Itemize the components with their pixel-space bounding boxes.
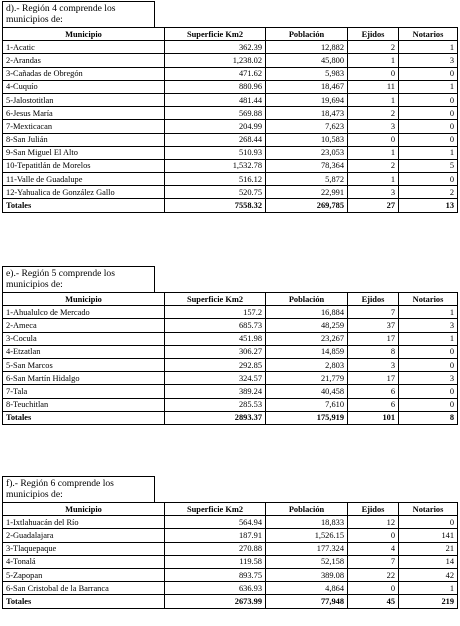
value-cell: 0 xyxy=(399,385,458,398)
municipio-cell: 9-San Miguel El Alto xyxy=(3,146,165,159)
table-row xyxy=(3,159,458,172)
table-row xyxy=(3,173,458,186)
municipio-cell: 3-Cañadas de Obregón xyxy=(3,67,165,80)
value-cell: 3 xyxy=(348,120,399,133)
municipio-cell: 3-Tlaquepaque xyxy=(3,542,165,555)
value-cell: 0 xyxy=(348,133,399,146)
total-cell: 77,948 xyxy=(266,595,348,608)
municipio-cell: 4-Etzatlan xyxy=(3,345,165,358)
totals-label: Totales xyxy=(3,595,165,608)
municipio-cell: 11-Valle de Guadalupe xyxy=(3,173,165,186)
table-row xyxy=(3,133,458,146)
totals-row xyxy=(3,411,458,424)
column-header: Superficie Km2 xyxy=(165,28,266,41)
section-region-5 xyxy=(2,266,457,425)
value-cell: 1 xyxy=(399,306,458,319)
value-cell: 324.57 xyxy=(165,372,266,385)
value-cell: 2 xyxy=(348,107,399,120)
region-table xyxy=(2,502,458,609)
value-cell: 177.324 xyxy=(266,542,348,555)
totals-row xyxy=(3,595,458,608)
value-cell: 0 xyxy=(348,582,399,595)
value-cell: 18,467 xyxy=(266,80,348,93)
value-cell: 3 xyxy=(348,358,399,371)
value-cell: 3 xyxy=(399,54,458,67)
value-cell: 2 xyxy=(348,159,399,172)
total-cell: 101 xyxy=(348,411,399,424)
municipio-cell: 2-Arandas xyxy=(3,54,165,67)
value-cell: 292.85 xyxy=(165,358,266,371)
value-cell: 510.93 xyxy=(165,146,266,159)
table-row xyxy=(3,516,458,529)
value-cell: 0 xyxy=(399,398,458,411)
table-row xyxy=(3,107,458,120)
municipio-cell: 8-Teuchitlan xyxy=(3,398,165,411)
column-header: Notarios xyxy=(399,503,458,516)
column-header: Ejidos xyxy=(348,293,399,306)
table-row xyxy=(3,146,458,159)
value-cell: 42 xyxy=(399,568,458,581)
table-row xyxy=(3,555,458,568)
table-row xyxy=(3,41,458,54)
value-cell: 306.27 xyxy=(165,345,266,358)
total-cell: 219 xyxy=(399,595,458,608)
municipio-cell: 1-Ixtlahuacán del Río xyxy=(3,516,165,529)
value-cell: 19,694 xyxy=(266,93,348,106)
table-row xyxy=(3,319,458,332)
value-cell: 40,458 xyxy=(266,385,348,398)
table-row xyxy=(3,358,458,371)
value-cell: 1 xyxy=(399,582,458,595)
value-cell: 6 xyxy=(348,398,399,411)
value-cell: 636.93 xyxy=(165,582,266,595)
municipio-cell: 7-Mexticacan xyxy=(3,120,165,133)
value-cell: 23,053 xyxy=(266,146,348,159)
value-cell: 5,983 xyxy=(266,67,348,80)
table-row xyxy=(3,120,458,133)
table-row xyxy=(3,54,458,67)
value-cell: 7 xyxy=(348,306,399,319)
column-header: Notarios xyxy=(399,293,458,306)
column-header: Población xyxy=(266,28,348,41)
value-cell: 1 xyxy=(399,41,458,54)
total-cell: 13 xyxy=(399,199,458,212)
value-cell: 17 xyxy=(348,372,399,385)
column-header: Superficie Km2 xyxy=(165,293,266,306)
value-cell: 4 xyxy=(348,542,399,555)
column-header: Superficie Km2 xyxy=(165,503,266,516)
value-cell: 0 xyxy=(399,358,458,371)
table-row xyxy=(3,80,458,93)
value-cell: 45,800 xyxy=(266,54,348,67)
value-cell: 451.98 xyxy=(165,332,266,345)
table-row xyxy=(3,93,458,106)
value-cell: 389.08 xyxy=(266,568,348,581)
table-row xyxy=(3,372,458,385)
column-header: Población xyxy=(266,293,348,306)
total-cell: 8 xyxy=(399,411,458,424)
section-title: f).- Región 6 comprende los municipios de: xyxy=(2,476,155,502)
value-cell: 3 xyxy=(399,319,458,332)
total-cell: 45 xyxy=(348,595,399,608)
column-header: Ejidos xyxy=(348,503,399,516)
column-header: Municipio xyxy=(3,503,165,516)
section-title: d).- Región 4 comprende los municipios de: xyxy=(2,1,155,27)
value-cell: 14,859 xyxy=(266,345,348,358)
value-cell: 2 xyxy=(399,186,458,199)
value-cell: 1 xyxy=(348,93,399,106)
value-cell: 1 xyxy=(399,332,458,345)
header-row xyxy=(3,28,458,41)
section-region-6 xyxy=(2,476,457,609)
value-cell: 37 xyxy=(348,319,399,332)
value-cell: 21,779 xyxy=(266,372,348,385)
value-cell: 8 xyxy=(348,345,399,358)
municipio-cell: 12-Yahualica de González Gallo xyxy=(3,186,165,199)
value-cell: 1 xyxy=(399,146,458,159)
municipio-cell: 1-Acatic xyxy=(3,41,165,54)
table-row xyxy=(3,582,458,595)
municipio-cell: 6-San Cristobal de la Barranca xyxy=(3,582,165,595)
value-cell: 157.2 xyxy=(165,306,266,319)
column-header: Municipio xyxy=(3,293,165,306)
value-cell: 22,991 xyxy=(266,186,348,199)
total-cell: 269,785 xyxy=(266,199,348,212)
value-cell: 52,158 xyxy=(266,555,348,568)
table-row xyxy=(3,67,458,80)
header-row xyxy=(3,293,458,306)
value-cell: 1 xyxy=(348,146,399,159)
value-cell: 5 xyxy=(399,159,458,172)
value-cell: 141 xyxy=(399,529,458,542)
value-cell: 204.99 xyxy=(165,120,266,133)
table-row xyxy=(3,332,458,345)
value-cell: 187.91 xyxy=(165,529,266,542)
value-cell: 2,803 xyxy=(266,358,348,371)
municipio-cell: 1-Ahualulco de Mercado xyxy=(3,306,165,319)
value-cell: 1 xyxy=(348,173,399,186)
municipio-cell: 2-Guadalajara xyxy=(3,529,165,542)
value-cell: 119.58 xyxy=(165,555,266,568)
municipio-cell: 4-Tonalá xyxy=(3,555,165,568)
municipio-cell: 5-San Marcos xyxy=(3,358,165,371)
value-cell: 1,532.78 xyxy=(165,159,266,172)
value-cell: 3 xyxy=(348,186,399,199)
value-cell: 0 xyxy=(399,133,458,146)
value-cell: 6 xyxy=(348,385,399,398)
value-cell: 21 xyxy=(399,542,458,555)
municipio-cell: 8-San Julián xyxy=(3,133,165,146)
section-title: e).- Región 5 comprende los municipios de: xyxy=(2,266,155,292)
column-header: Ejidos xyxy=(348,28,399,41)
municipio-cell: 5-Jalostotitlan xyxy=(3,93,165,106)
value-cell: 685.73 xyxy=(165,319,266,332)
column-header: Municipio xyxy=(3,28,165,41)
total-cell: 2893.37 xyxy=(165,411,266,424)
value-cell: 0 xyxy=(399,120,458,133)
municipio-cell: 4-Cuquío xyxy=(3,80,165,93)
value-cell: 564.94 xyxy=(165,516,266,529)
value-cell: 7,623 xyxy=(266,120,348,133)
value-cell: 880.96 xyxy=(165,80,266,93)
value-cell: 12 xyxy=(348,516,399,529)
value-cell: 0 xyxy=(348,67,399,80)
value-cell: 0 xyxy=(348,529,399,542)
value-cell: 1,238.02 xyxy=(165,54,266,67)
value-cell: 5,872 xyxy=(266,173,348,186)
total-cell: 175,919 xyxy=(266,411,348,424)
table-row xyxy=(3,568,458,581)
value-cell: 0 xyxy=(399,516,458,529)
value-cell: 7 xyxy=(348,555,399,568)
municipio-cell: 6-San Martín Hidalgo xyxy=(3,372,165,385)
totals-label: Totales xyxy=(3,199,165,212)
value-cell: 1 xyxy=(399,80,458,93)
value-cell: 3 xyxy=(399,372,458,385)
value-cell: 285.53 xyxy=(165,398,266,411)
value-cell: 481.44 xyxy=(165,93,266,106)
value-cell: 0 xyxy=(399,107,458,120)
table-row xyxy=(3,542,458,555)
table-row xyxy=(3,385,458,398)
header-row xyxy=(3,503,458,516)
value-cell: 78,364 xyxy=(266,159,348,172)
value-cell: 48,259 xyxy=(266,319,348,332)
value-cell: 270.88 xyxy=(165,542,266,555)
value-cell: 10,583 xyxy=(266,133,348,146)
value-cell: 0 xyxy=(399,67,458,80)
totals-label: Totales xyxy=(3,411,165,424)
value-cell: 0 xyxy=(399,173,458,186)
totals-row xyxy=(3,199,458,212)
section-region-4 xyxy=(2,1,457,213)
value-cell: 569.88 xyxy=(165,107,266,120)
total-cell: 7558.32 xyxy=(165,199,266,212)
value-cell: 7,610 xyxy=(266,398,348,411)
value-cell: 18,473 xyxy=(266,107,348,120)
value-cell: 12,882 xyxy=(266,41,348,54)
table-row xyxy=(3,529,458,542)
municipio-cell: 6-Jesus María xyxy=(3,107,165,120)
table-row xyxy=(3,398,458,411)
value-cell: 893.75 xyxy=(165,568,266,581)
municipio-cell: 10-Tepatitlán de Morelos xyxy=(3,159,165,172)
municipio-cell: 5-Zapopan xyxy=(3,568,165,581)
value-cell: 1,526.15 xyxy=(266,529,348,542)
municipio-cell: 2-Ameca xyxy=(3,319,165,332)
value-cell: 362.39 xyxy=(165,41,266,54)
value-cell: 389.24 xyxy=(165,385,266,398)
value-cell: 520.75 xyxy=(165,186,266,199)
table-row xyxy=(3,306,458,319)
value-cell: 1 xyxy=(348,54,399,67)
value-cell: 0 xyxy=(399,93,458,106)
value-cell: 4,864 xyxy=(266,582,348,595)
total-cell: 2673.99 xyxy=(165,595,266,608)
value-cell: 16,884 xyxy=(266,306,348,319)
value-cell: 18,833 xyxy=(266,516,348,529)
value-cell: 0 xyxy=(399,345,458,358)
column-header: Notarios xyxy=(399,28,458,41)
table-row xyxy=(3,345,458,358)
value-cell: 11 xyxy=(348,80,399,93)
region-table xyxy=(2,292,458,425)
value-cell: 2 xyxy=(348,41,399,54)
column-header: Población xyxy=(266,503,348,516)
value-cell: 516.12 xyxy=(165,173,266,186)
value-cell: 471.62 xyxy=(165,67,266,80)
table-row xyxy=(3,186,458,199)
region-table xyxy=(2,27,458,213)
value-cell: 23,267 xyxy=(266,332,348,345)
municipio-cell: 7-Tala xyxy=(3,385,165,398)
total-cell: 27 xyxy=(348,199,399,212)
municipio-cell: 3-Cocula xyxy=(3,332,165,345)
value-cell: 14 xyxy=(399,555,458,568)
value-cell: 22 xyxy=(348,568,399,581)
value-cell: 268.44 xyxy=(165,133,266,146)
value-cell: 17 xyxy=(348,332,399,345)
